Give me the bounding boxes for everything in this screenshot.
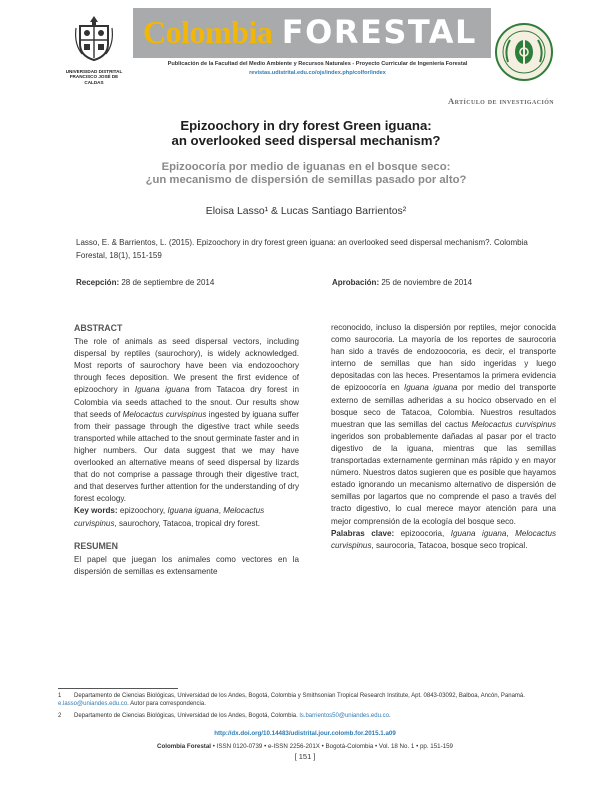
- footnote-2: 2 Departamento de Ciencias Biológicas, Universidad de los Andes, Bogotá, Colombia. ls.barrientos50@uniandes.edu.co.: [58, 713, 391, 719]
- footnote-divider: [58, 688, 178, 689]
- citation: Lasso, E. & Barrientos, L. (2015). Epizoochory in dry forest green iguana: an overlooked seed dispersal mechanism?. Colombia Forestal, 18(1), 151-159: [76, 238, 528, 260]
- university-logo: [62, 14, 126, 90]
- resumen-keywords: Palabras clave: epizoocoria, Iguana iguana, Melocactus curvispinus, saurocoria, Tatacoa, bosque seco tropical.: [331, 528, 557, 550]
- journal-brand: [143, 12, 477, 52]
- resumen-heading: RESUMEN: [74, 540, 118, 551]
- abstract-body: The role of animals as seed dispersal vectors, including dispersal by reptiles (saurochory), is widely acknowledged. Most reports of saurochory have been via endozoochory through feces deposition. We present the first evidence of epizoochory in Iguana iguana from Tatacoa dry forest in Colombia via seeds attached to the snout. Our results show that seeds of Melocactus curvispinus ingested by iguana suffer from their passage through the digestive tract while seeds transported while attached to the snout germinate faster and in higher numbers. Our data suggest that we may have overlooked an alternative means of seed dispersal by lizards that do not comprise a passage through their digestive tract, and that deserves further attention for the understanding of dry forest ecology.: [74, 337, 300, 504]
- article-type: Artículo de investigación: [448, 96, 554, 106]
- university-crest-icon: [74, 14, 114, 62]
- dates: [76, 278, 552, 287]
- page-number: [ 151 ]: [294, 752, 316, 761]
- journal-subtitle: Publicación de la Facultad del Medio Ambiente y Recursos Naturales - Proyecto Curricular de Ingeniería Forestal: [167, 61, 468, 67]
- title-en-line-2: an overlooked seed dispersal mechanism?: [171, 133, 441, 148]
- footnote-2-email-link[interactable]: ls.barrientos50@uniandes.edu.co: [299, 713, 389, 719]
- doi-link[interactable]: http://dx.doi.org/10.14483/udistrital.jour.colomb.for.2015.1.a09: [214, 730, 396, 737]
- article-title-spanish: [60, 161, 552, 187]
- university-name: UNIVERSIDAD DISTRITAL FRANCISCO JOSÉ DE CALDAS: [65, 69, 123, 85]
- title-en-line-1: Epizoochory in dry forest Green iguana:: [180, 118, 432, 133]
- journal-url-link[interactable]: revistas.udistrital.edu.co/ojs/index.php/colfor/index: [249, 70, 386, 76]
- title-es-line-2: ¿un mecanismo de dispersión de semillas pasado por alto?: [145, 174, 467, 186]
- article-title-english: [60, 118, 552, 148]
- resumen-body-start: El papel que juegan los animales como vectores en la dispersión de semillas es extensamente: [74, 554, 299, 576]
- left-column: [74, 322, 299, 578]
- resumen-body-continued: reconocido, incluso la dispersión por reptiles, mejor conocida como saurocoria. La mayoría de los reportes de saurocoria han sido a través de endozoocoria, es decir, el transporte interno de semillas que han sido ingeridas y luego depositadas con las heces. Presentamos la primera evidencia de epizoocoría en Iguana iguana por medio del transporte externo de semillas adheridas a su hocico observado en el bosque seco de Tatacoa, Colombia. Nuestros resultados muestran que las semillas del cactus Melocactus curvispinus ingeridos son probablemente dañadas al pasar por el tracto digestivo de la iguana, mientras que las semillas transportadas externamente germinan más rápido y en mayor número. Nuestros datos sugieren que es posible que hayamos estado ignorando un mecanismo alternativo de dispersión de semillas por lagartos que no comprende el paso a través del tracto digestivo, lo cual merece mayor atención para una mejor comprensión de la ecología del bosque seco.: [331, 323, 557, 526]
- footnote-1: 1 Departamento de Ciencias Biológicas, Universidad de los Andes, Bogotá, Colombia y Smithsonian Tropical Research Institute, Apt. 0843-03092, Balboa, Ancón, Panamá. e.lasso@uniandes.edu.co. Autor para correspondencia.: [58, 693, 525, 707]
- right-column: [331, 322, 556, 552]
- title-es-line-1: Epizoocoría por medio de iguanas en el bosque seco:: [161, 161, 451, 173]
- brand-colombia: Colombia: [143, 14, 273, 50]
- footnote-1-email-link[interactable]: e.lasso@uniandes.edu.co: [58, 701, 128, 707]
- approval-date: Aprobación: 25 de noviembre de 2014: [332, 278, 473, 287]
- authors: Eloisa Lasso¹ & Lucas Santiago Barrientos²: [205, 206, 407, 217]
- abstract-keywords: Key words: epizoochory, Iguana iguana, Melocactus curvispinus, saurochory, Tatacoa, tropical dry forest.: [74, 506, 265, 528]
- brand-forestal: FORESTAL: [281, 13, 477, 51]
- reception-date: Recepción: 28 de septiembre de 2014: [76, 278, 215, 287]
- journal-banner: [133, 8, 491, 58]
- faculty-seal-icon: [494, 22, 554, 82]
- journal-footer: Colombia Forestal • ISSN 0120-0739 • e-ISSN 2256-201X • Bogotá-Colombia • Vol. 18 No. 1 • pp. 151-159: [157, 743, 453, 750]
- abstract-heading: ABSTRACT: [74, 323, 123, 333]
